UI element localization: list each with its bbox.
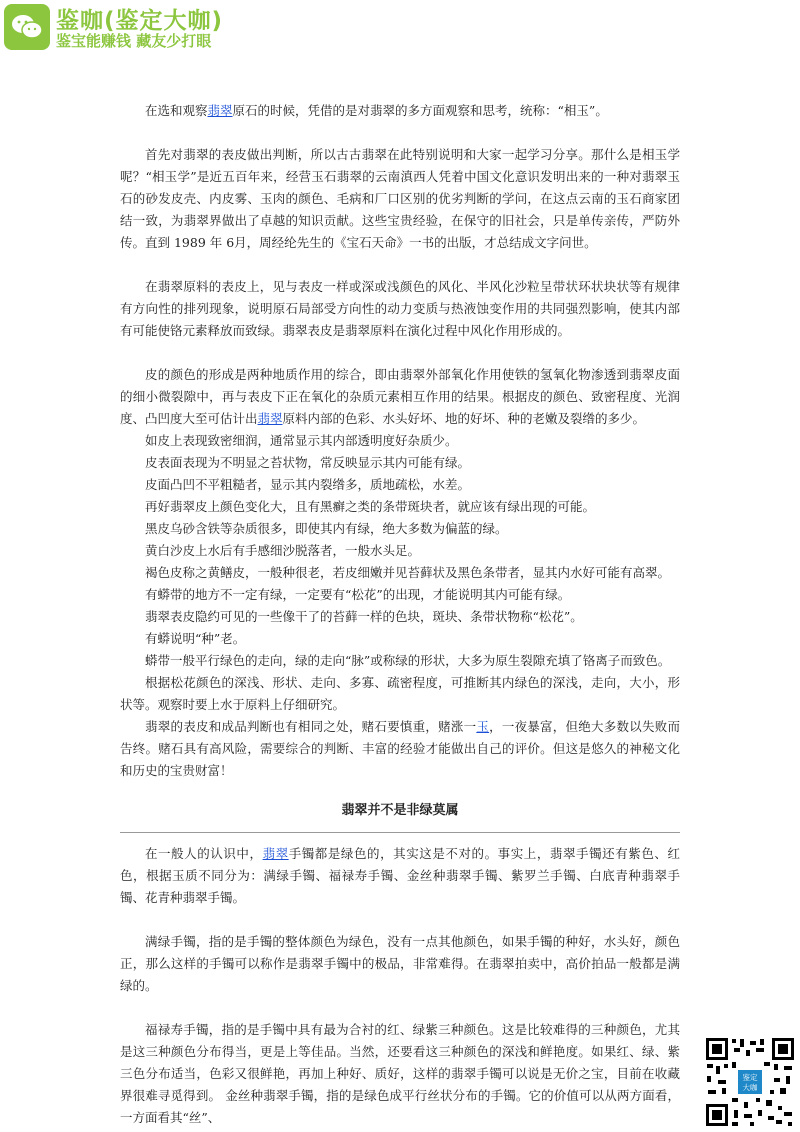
list-item: 如皮上表现致密细润，通常显示其内部透明度好杂质少。 [145, 433, 458, 448]
list-item: 皮面凸凹不平粗糙者，显示其内裂绺多，质地疏松，水差。 [145, 477, 471, 492]
list-item: 有蟒带的地方不一定有绿，一定要有“松花”的出现，才能说明其内可能有绿。 [145, 587, 571, 602]
article-body [120, 100, 680, 1129]
text-span: 翡翠的表皮和成品判断也有相同之处，赌石要慎重，赌涨一 [145, 719, 477, 734]
paragraph-skin: 在翡翠原料的表皮上，见与表皮一样或深或浅颜色的风化、半风化沙粒呈带状环状块状等有规律有方向性的排列现象，说明原石局部受方向性的动力变质与热液蚀变作用的共同强烈影响，使其内部有可能使铬元素释放而致绿。翡翠表皮是翡翠原料在演化过程中风化作用形成的。 [120, 279, 680, 338]
keyword-link-yu[interactable]: 玉 [476, 719, 490, 734]
paragraph-xiangyu: 首先对翡翠的表皮做出判断，所以古古翡翠在此特别说明和大家一起学习分享。那什么是相玉学呢？“相玉学”是近五百年来，经营玉石翡翠的云南滇西人凭着中国文化意识发明出来的一种对翡翠玉石的砂发皮壳、内皮雾、玉肉的颜色、毛病和厂口区别的优劣判断的学问，在这点云南的玉石商家团结一致，为翡翠界做出了卓越的知识贡献。这些宝贵经验，在保守的旧社会，只是单传亲传，严防外传。直到 1989 年 6月，周经纶先生的《宝石天命》一书的出版，才总结成文字问世。 [120, 147, 680, 250]
qr-code-icon [704, 1036, 796, 1128]
keyword-link-feicui[interactable]: 翡翠 [207, 103, 233, 118]
list-item: 翡翠表皮隐约可见的一些像干了的苔藓一样的色块，斑块、条带状物称“松花”。 [145, 609, 583, 624]
paragraph-mang-band: 蟒带一般平行绿色的走向，绿的走向“脉”或称绿的形状，大多为原生裂隙充填了铬离子而致色。 [145, 653, 671, 668]
text-span: ，一夜暴富，但绝大多数以失败而告终。赌石具有高风险，需要综合的判断、丰富的经验才能做出自己的评价。但这是悠久的神秘文化和历史的宝贵财富！ [120, 719, 680, 778]
paragraph-fulushou: 福禄寿手镯，指的是手镯中具有最为合衬的红、绿紫三种颜色。这是比较难得的三种颜色，尤其是这三种颜色分布得当，更是上等佳品。当然，还要看这三种颜色的深浅和鲜艳度。如果红、绿、紫三色分布适当，色彩又很鲜艳，再加上种好、质好，这样的翡翠手镯可以说是无价之宝，目前在收藏界很难寻觅得到。 金丝种翡翠手镯，指的是绿色成平行丝状分布的手镯。它的价值可以从两方面看，一方面看其“丝”、 [120, 1022, 680, 1125]
list-item: 有蟒说明“种”老。 [145, 631, 246, 646]
brand-name: 鉴咖(鉴定大咖) [56, 8, 224, 34]
list-item: 皮表面表现为不明显之苔状物，常反映显示其内可能有绿。 [145, 455, 471, 470]
paragraph-songhua: 根据松花颜色的深浅、形状、走向、多寡、疏密程度，可推断其内绿色的深浅，走向，大小，形状等。观察时要上水于原料上仔细研究。 [120, 675, 680, 712]
keyword-link-feicui[interactable]: 翡翠 [257, 411, 283, 426]
keyword-link-feicui[interactable]: 翡翠 [262, 846, 289, 861]
paragraph-full-green: 满绿手镯，指的是手镯的整体颜色为绿色，没有一点其他颜色，如果手镯的种好，水头好，颜色正，那么这样的手镯可以称作是翡翠手镯中的极品，非常难得。在翡翠拍卖中，高价拍品一般都是满绿的。 [120, 934, 680, 993]
section-title: 翡翠并不是非绿莫属 [341, 803, 459, 818]
text-span: 手镯都是绿色的，其实这是不对的。事实上，翡翠手镯还有紫色、红色，根据玉质不同分为：满绿手镯、福禄寿手镯、金丝种翡翠手镯、紫罗兰手镯、白底青种翡翠手镯、花青种翡翠手镯。 [120, 846, 680, 905]
paragraph-skin-color [120, 364, 680, 430]
list-item: 黑皮乌砂含铁等杂质很多，即使其内有绿，绝大多数为偏蓝的绿。 [145, 521, 508, 536]
paragraph-gamble [120, 716, 680, 782]
paragraph-bracelet-colors [120, 843, 680, 909]
list-item: 褐色皮称之黄鳝皮，一般种很老，若皮细嫩并见苔藓状及黑色条带者，显其内水好可能有高翠。 [145, 565, 671, 580]
text-span: 原石的时候，凭借的是对翡翠的多方面观察和思考，统称：“相玉”。 [232, 103, 608, 118]
qr-center-label: 鉴定 [742, 1073, 758, 1082]
text-span: 在一般人的认识中， [145, 846, 263, 861]
text-span: 原料内部的色彩、水头好坏、地的好坏、种的老嫩及裂绺的多少。 [282, 411, 646, 426]
text-span: 皮的颜色的形成是两种地质作用的综合，即由翡翠外部氧化作用使铁的氢氧化物渗透到翡翠皮面的细小微裂隙中，再与表皮下正在氧化的杂质元素相互作用的结果。根据皮的颜色、致密程度、光润度、凸凹度大至可估计出 [120, 367, 680, 426]
svg-text:大咖: 大咖 [742, 1083, 758, 1092]
brand-tagline: 鉴宝能赚钱 藏友少打眼 [56, 32, 212, 50]
paragraph-intro [120, 100, 680, 122]
wechat-icon [4, 4, 50, 50]
list-item: 黄白沙皮上水后有手感细沙脱落者，一般水头足。 [145, 543, 421, 558]
divider [120, 832, 680, 833]
text-span: 在选和观察 [145, 103, 208, 118]
list-item: 再好翡翠皮上颜色变化大，且有黑癣之类的条带斑块者，就应该有绿出现的可能。 [145, 499, 596, 514]
brand-logo [0, 0, 260, 56]
